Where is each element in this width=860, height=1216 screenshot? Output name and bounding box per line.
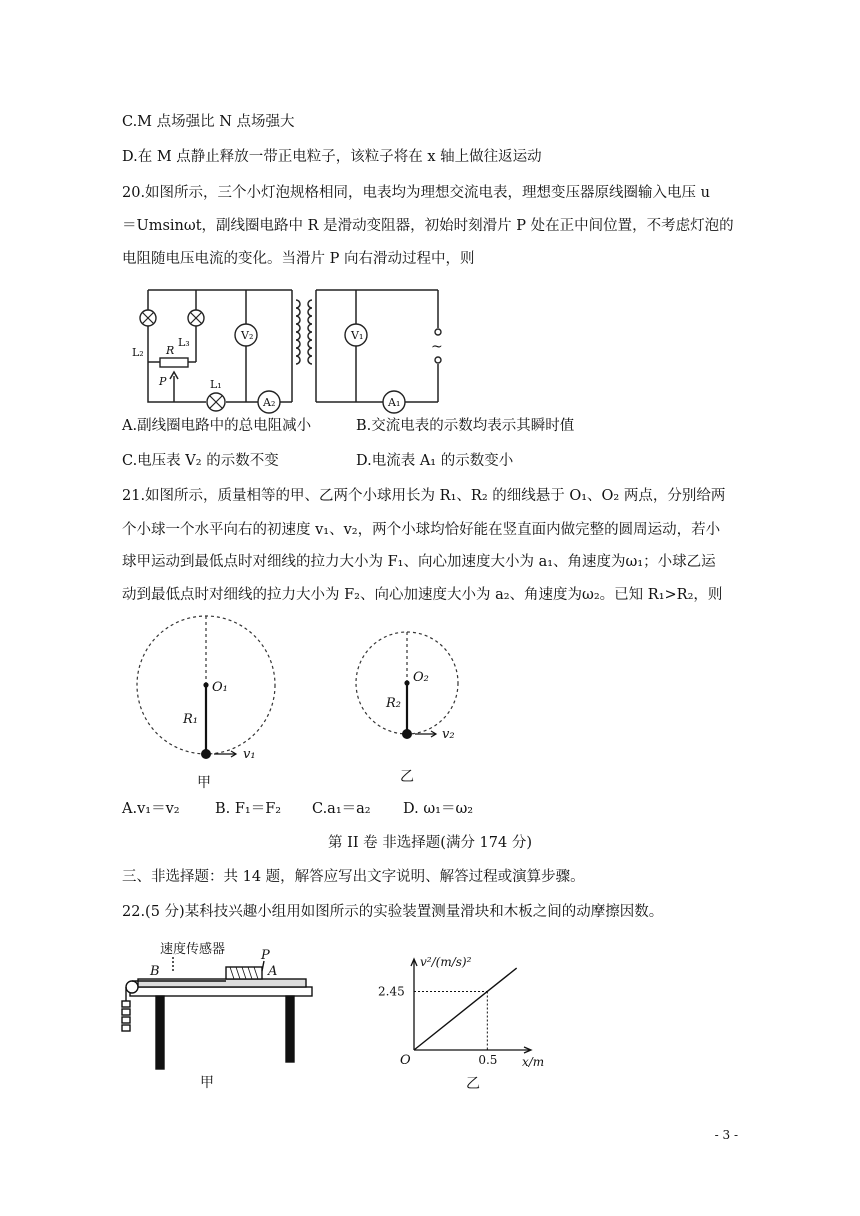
voltmeter-v1-label: V₁: [351, 329, 364, 342]
q20-option-d: D.电流表 A₁ 的示数变小: [356, 453, 514, 469]
q22-v2-x-graph: [0, 940, 860, 1100]
q20-stem-line3: 电阻随电压电流的变化。当滑片 P 向右滑动过程中，则: [122, 251, 475, 267]
ammeter-a2-label: A₂: [263, 396, 276, 409]
figure-yi-label: 乙: [400, 769, 414, 785]
q20-stem-line1: 20.如图所示，三个小灯泡规格相同，电表均为理想交流电表，理想变压器原线圈输入电压 u: [122, 185, 711, 201]
y-tick-label: 2.45: [378, 984, 405, 999]
point-a-label: A: [268, 964, 278, 979]
q20-option-a: A.副线圈电路中的总电阻减小: [122, 418, 312, 434]
voltmeter-v2-label: V₂: [241, 329, 254, 342]
v1-label: v₁: [243, 747, 256, 762]
x-tick-label: 0.5: [478, 1053, 498, 1067]
q21-stem-line2: 个小球一个水平向右的初速度 v₁、v₂，两个小球均恰好能在竖直面内做完整的圆周运动，若小: [122, 522, 721, 538]
q20-option-c: C.电压表 V₂ 的示数不变: [122, 453, 279, 469]
q21-stem-line4: 动到最低点时对细线的拉力大小为 F₂、向心加速度大小为 a₂、角速度为ω₂。已知 R₁>R₂，则: [122, 587, 723, 603]
ammeter-a1-label: A₁: [388, 396, 401, 409]
series-line-0: [414, 968, 517, 1050]
point-b-label: B: [150, 964, 160, 979]
q21-option-d: D. ω₁＝ω₂: [403, 801, 474, 817]
q19-option-d: D.在 M 点静止释放一带正电粒子，该粒子将在 x 轴上做往返运动: [122, 149, 542, 165]
figure-jia-label: 甲: [197, 775, 211, 791]
q21-option-b: B. F₁＝F₂: [215, 801, 282, 817]
q20-option-b: B.交流电表的示数均表示其瞬时值: [356, 418, 575, 434]
x-axis-label: x/m: [522, 1055, 545, 1069]
q19-option-c: C.M 点场强比 N 点场强大: [122, 114, 295, 130]
ac-source-symbol: ~: [431, 339, 443, 355]
o1-label: O₁: [212, 680, 228, 695]
q21-circle-figures: [0, 615, 860, 795]
lamp-l1-label: L₁: [210, 378, 222, 391]
lamp-l2-label: L₂: [132, 346, 144, 359]
q21-stem-line3: 球甲运动到最低点时对细线的拉力大小为 F₁、向心加速度大小为 a₁、角速度为ω₁；小球乙运: [122, 554, 716, 570]
speed-sensor-label: 速度传感器: [160, 942, 226, 957]
q21-option-c: C.a₁＝a₂: [312, 801, 371, 817]
y-axis-label: v²/(m/s)²: [420, 955, 472, 969]
r2-label: R₂: [386, 696, 401, 711]
q21-stem-line1: 21.如图所示，质量相等的甲、乙两个小球用长为 R₁、R₂ 的细线悬于 O₁、O₂ 两点，分别给两: [122, 488, 726, 504]
o2-label: O₂: [413, 670, 429, 685]
slider-p-label: P: [159, 375, 167, 388]
part-two-header: 第 II 卷 非选择题(满分 174 分): [328, 835, 532, 851]
apparatus-figure-label: 甲: [200, 1075, 214, 1091]
q20-circuit-diagram: [0, 280, 860, 420]
q20-stem-line2: ＝Umsinωt，副线圈电路中 R 是滑动变阻器，初始时刻滑片 P 处在正中间位置，不考虑灯泡的: [122, 218, 734, 234]
point-p-label: P: [261, 948, 270, 963]
r1-label: R₁: [183, 712, 198, 727]
origin-label: O: [400, 1053, 411, 1068]
section-three-heading: 三、非选择题：共 14 题，解答应写出文字说明、解答过程或演算步骤。: [122, 869, 585, 885]
resistor-r-label: R: [166, 344, 175, 357]
lamp-l3-label: L₃: [178, 336, 190, 349]
q21-option-a: A.v₁＝v₂: [122, 801, 180, 817]
q22-stem-line1: 22.(5 分)某科技兴趣小组用如图所示的实验装置测量滑块和木板之间的动摩擦因数。: [122, 904, 664, 920]
page-number: - 3 -: [714, 1128, 738, 1142]
graph-figure-label: 乙: [466, 1076, 480, 1092]
v2-label: v₂: [442, 727, 455, 742]
